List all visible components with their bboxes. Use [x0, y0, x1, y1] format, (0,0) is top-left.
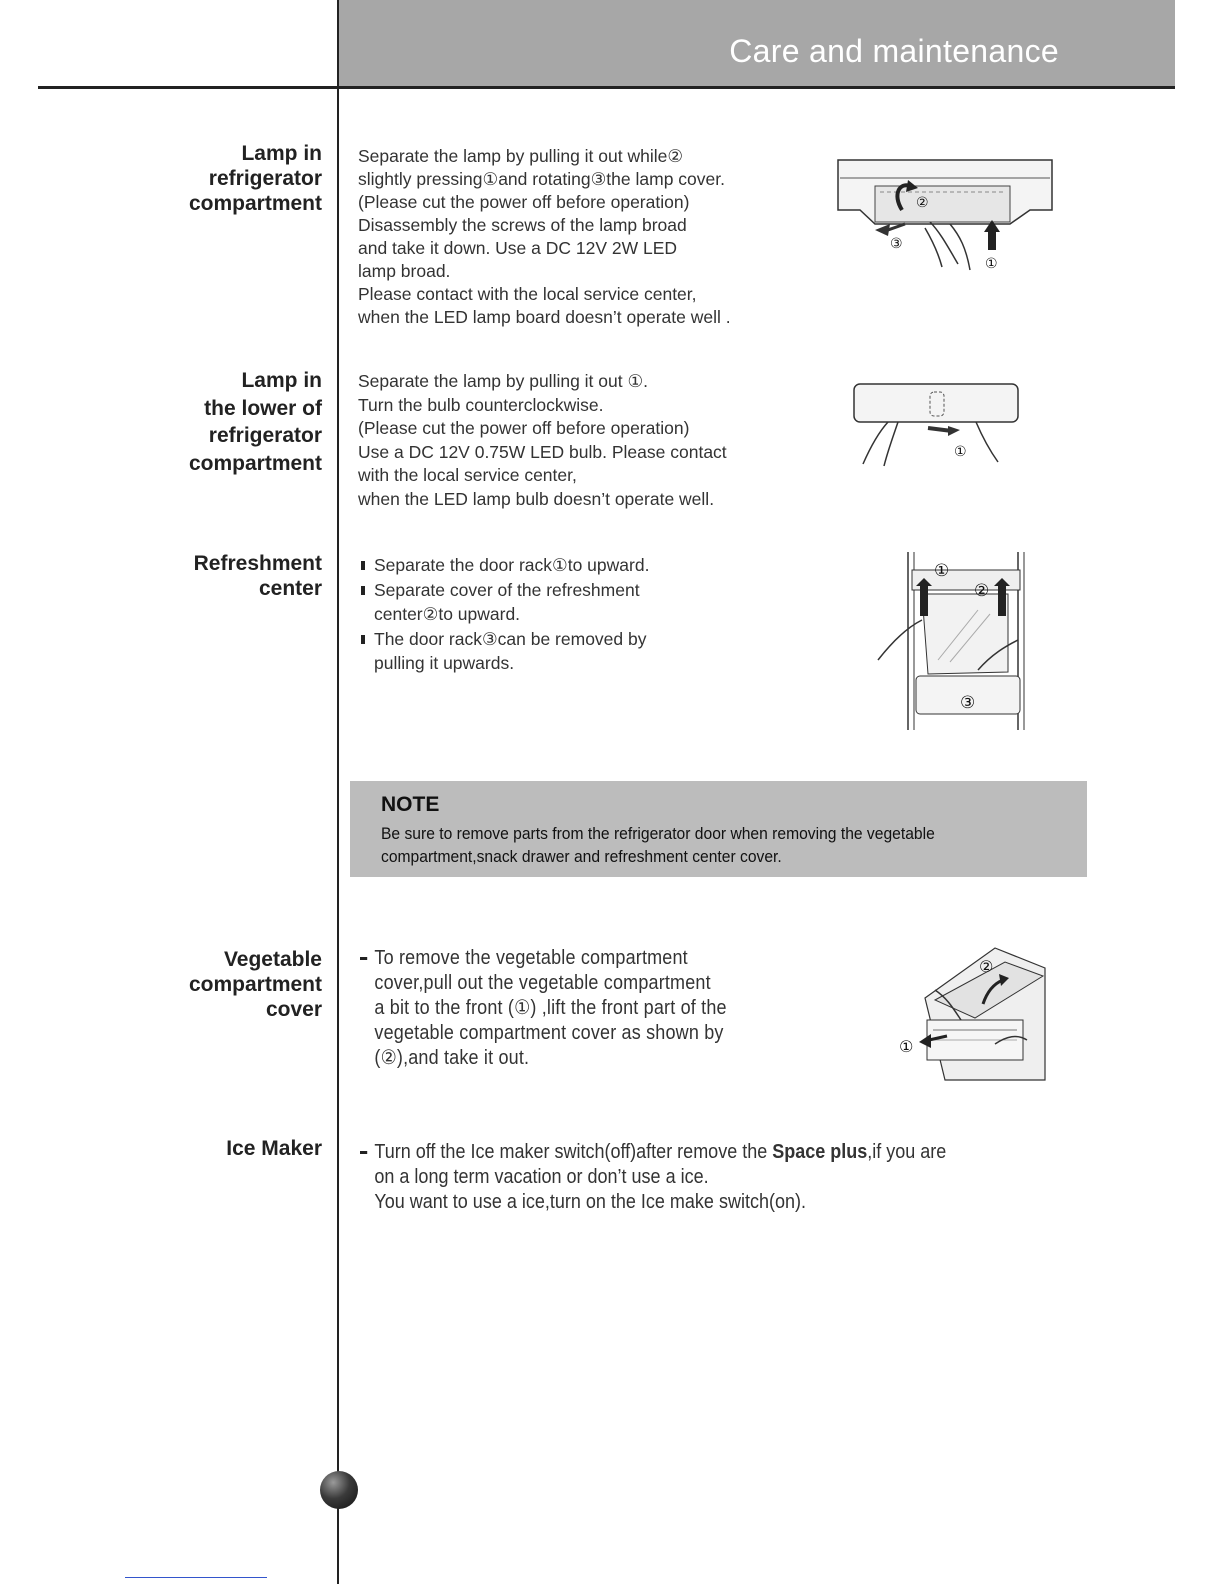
lamp-cover-illustration — [830, 152, 1060, 277]
text-line: lamp broad. — [358, 261, 451, 281]
section-title-lamp-fridge — [189, 141, 322, 216]
text-line: when the LED lamp bulb doesn’t operate well. — [358, 488, 715, 509]
bullet-icon — [361, 635, 365, 644]
refreshment-instructions — [358, 553, 649, 676]
figure-label: ① — [899, 1037, 914, 1056]
text-line: Please contact with the local service center, — [358, 284, 697, 304]
title-line: the lower of — [204, 396, 322, 420]
text-line: with the local service center, — [358, 465, 577, 485]
figure-label: ② — [916, 195, 929, 211]
bullet-item — [358, 627, 649, 652]
dash-icon — [360, 957, 367, 960]
text-line: (②),and take it out. — [374, 1047, 530, 1069]
text-line: vegetable compartment cover as shown by — [374, 1022, 724, 1044]
lamp-lower-instructions — [358, 370, 727, 511]
dash-item — [360, 946, 727, 971]
section-title-vegetable — [189, 947, 322, 1022]
dash-item — [360, 1140, 946, 1165]
title-line: Lamp in — [241, 369, 322, 392]
text-line: You want to use a ice,turn on the Ice make switch(on). — [374, 1191, 806, 1213]
bullet-text: Separate cover of the refreshment — [374, 579, 640, 600]
bullet-item — [358, 578, 649, 603]
bullet-continuation: pulling it upwards. — [374, 653, 515, 673]
title-line: refrigerator — [208, 424, 322, 447]
bullet-icon — [361, 586, 365, 595]
bullet-text: The door rack③can be removed by — [374, 628, 647, 649]
dash-text: To remove the vegetable compartment — [374, 947, 688, 969]
section-title-lamp-lower — [189, 367, 322, 477]
text-segment: ,if you are — [867, 1141, 947, 1163]
text-segment: Turn off the Ice maker switch(off)after remove the — [374, 1141, 773, 1163]
figure-label: ① — [934, 561, 950, 581]
refreshment-center-illustration — [868, 550, 1038, 735]
text-line: Separate the lamp by pulling it out while② — [358, 146, 684, 166]
vegetable-instructions — [360, 946, 727, 1071]
title-line: Vegetable — [223, 948, 322, 971]
text-line: cover,pull out the vegetable compartment — [374, 972, 711, 994]
vertical-divider — [337, 0, 339, 1584]
page-title: Care and maintenance — [729, 33, 1059, 69]
text-line: a bit to the front (①) ,lift the front part of the — [374, 997, 727, 1019]
ice-maker-instructions — [360, 1140, 946, 1215]
title-line: cover — [265, 998, 322, 1021]
figure-label: ③ — [890, 236, 903, 252]
title-line: Ice Maker — [226, 1137, 322, 1160]
title-line: center — [258, 577, 322, 600]
section-title-ice-maker — [226, 1136, 322, 1161]
page-marker-dot — [320, 1471, 358, 1509]
title-line: Lamp in — [241, 142, 322, 165]
bullet-item — [358, 553, 649, 578]
lower-lamp-illustration — [848, 378, 1028, 470]
text-line: and take it down. Use a DC 12V 2W LED — [358, 238, 678, 258]
title-line: compartment — [188, 451, 322, 475]
text-line: Turn the bulb counterclockwise. — [358, 394, 604, 415]
bullet-icon — [361, 561, 365, 570]
title-line: compartment — [188, 973, 322, 996]
figure-label: ① — [985, 256, 998, 272]
figure-label: ① — [954, 444, 967, 460]
title-line: compartment — [188, 192, 322, 215]
figure-label: ② — [974, 581, 990, 601]
figure-label: ② — [979, 957, 994, 976]
text-line: Disassembly the screws of the lamp broad — [358, 215, 687, 235]
title-line: refrigerator — [208, 167, 322, 190]
note-box — [350, 781, 1087, 877]
note-title: NOTE — [381, 793, 440, 816]
text-line: (Please cut the power off before operation) — [358, 418, 690, 438]
text-line: Use a DC 12V 0.75W LED bulb. Please contact — [358, 441, 727, 462]
text-line: Separate the lamp by pulling it out ①. — [358, 371, 649, 391]
emphasis-text: Space plus — [772, 1141, 868, 1163]
footer-underline — [125, 1577, 267, 1578]
text-line: on a long term vacation or don’t use a ice. — [374, 1166, 709, 1188]
text-line: when the LED lamp board doesn’t operate well . — [358, 307, 731, 327]
text-line: (Please cut the power off before operation) — [358, 192, 690, 212]
section-title-refreshment — [194, 551, 322, 601]
bullet-text: Separate the door rack①to upward. — [374, 555, 650, 575]
bullet-continuation: center②to upward. — [374, 604, 521, 624]
title-line: Refreshment — [193, 552, 322, 575]
vegetable-cover-illustration — [895, 940, 1050, 1085]
figure-label: ③ — [960, 693, 976, 713]
dash-icon — [360, 1151, 367, 1154]
lamp-fridge-instructions — [358, 145, 731, 329]
note-text: Be sure to remove parts from the refrigerator door when removing the vegetable compartment,snack drawer and refreshment center cover. — [381, 824, 935, 866]
text-line: slightly pressing①and rotating③the lamp cover. — [358, 169, 725, 189]
header-rule — [38, 86, 1175, 89]
